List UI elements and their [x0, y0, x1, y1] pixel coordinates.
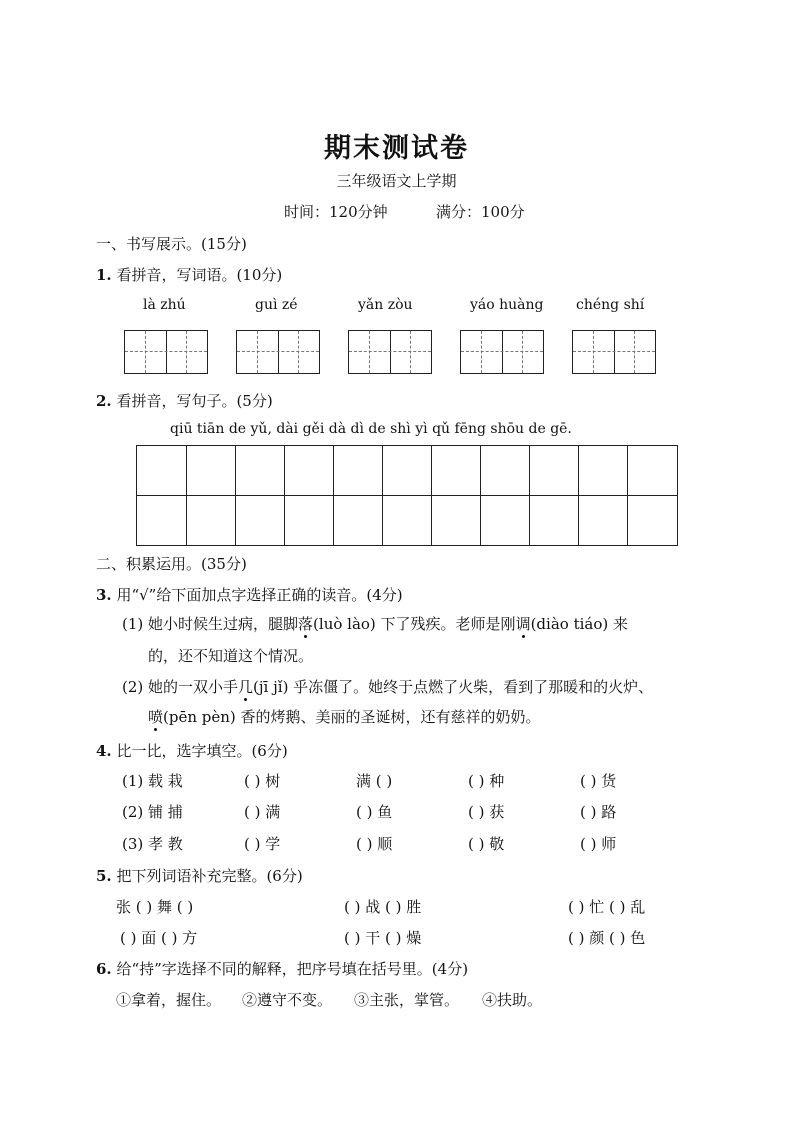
question-4-number: 4. [96, 742, 112, 760]
q4-row-2-label: (2) 铺 捕 [122, 803, 183, 821]
q3-dotted-char-1: 落 [298, 615, 314, 633]
q3-line-4 [148, 706, 541, 727]
q4-row-3-blank-3[interactable]: ( ) 敬 [468, 835, 505, 853]
q3-line-4-text[interactable]: (pēn pèn) 香的烤鹅、美丽的圣诞树，还有慈祥的奶奶。 [163, 708, 541, 726]
q6-option-3: ③主张，掌管。 [354, 991, 460, 1009]
sentence-grid[interactable] [136, 445, 678, 546]
q3-line-3-text-b[interactable]: (jī jǐ) 乎冻僵了。她终于点燃了火柴，看到了那暖和的火炉、 [253, 678, 654, 696]
word-grid-2[interactable] [236, 330, 320, 374]
q5-row-1-item-1[interactable]: 张 ( ) 舞 ( ) [116, 898, 194, 916]
q6-option-1: ①拿着，握住。 [116, 991, 222, 1009]
word-grid-1[interactable] [124, 330, 208, 374]
q5-row-1-item-2[interactable]: ( ) 战 ( ) 胜 [344, 898, 422, 916]
question-6-text: 给“持”字选择不同的解释，把序号填在括号里。(4分) [116, 960, 469, 978]
q4-row-3-label: (3) 孝 教 [122, 835, 183, 853]
q3-dotted-char-4: 喷 [148, 708, 164, 726]
pinyin-3: yǎn zòu [358, 297, 413, 313]
q4-row-2-blank-2[interactable]: ( ) 鱼 [356, 803, 393, 821]
q4-row-3-blank-1[interactable]: ( ) 学 [244, 835, 281, 853]
section-1-heading: 一、书写展示。(15分) [96, 235, 247, 253]
q4-row-1-blank-2[interactable]: 满 ( ) [356, 772, 393, 790]
question-3-number: 3. [96, 586, 112, 604]
q5-row-2-item-3[interactable]: ( ) 颜 ( ) 色 [568, 929, 646, 947]
question-2-text: 看拼音，写句子。(5分) [116, 392, 273, 410]
q5-row-1-item-3[interactable]: ( ) 忙 ( ) 乱 [568, 898, 646, 916]
q4-row-2-blank-3[interactable]: ( ) 获 [468, 803, 505, 821]
q4-row-1-blank-1[interactable]: ( ) 树 [244, 772, 281, 790]
q4-row-2-blank-4[interactable]: ( ) 路 [580, 803, 617, 821]
question-4 [96, 740, 288, 761]
q4-row-3-blank-2[interactable]: ( ) 顺 [356, 835, 393, 853]
q3-dotted-char-3: 几 [238, 678, 254, 696]
q3-line-1-text-a: (1) 她小时候生过病，腿脚 [122, 615, 299, 633]
section-2-heading: 二、积累运用。(35分) [96, 555, 247, 573]
q6-option-2: ②遵守不变。 [242, 991, 333, 1009]
question-6-number: 6. [96, 960, 112, 978]
q4-row-1-label: (1) 载 栽 [122, 772, 183, 790]
q4-row-2-blank-1[interactable]: ( ) 满 [244, 803, 281, 821]
q4-row-3-blank-4[interactable]: ( ) 师 [580, 835, 617, 853]
pinyin-5: chéng shí [576, 297, 645, 313]
q6-option-4: ④扶助。 [482, 991, 543, 1009]
q3-line-2: 的，还不知道这个情况。 [148, 647, 314, 665]
q3-line-3 [122, 676, 653, 697]
word-grid-3[interactable] [348, 330, 432, 374]
page-subtitle: 三年级语文上学期 [336, 172, 457, 190]
question-5 [96, 865, 303, 886]
page-title: 期末测试卷 [324, 133, 469, 164]
exam-time: 时间：120分钟 [284, 203, 388, 221]
question-5-number: 5. [96, 867, 112, 885]
q4-row-1-blank-4[interactable]: ( ) 货 [580, 772, 617, 790]
q3-line-3-text-a: (2) 她的一双小手 [122, 678, 239, 696]
question-3-text: 用“√”给下面加点字选择正确的读音。(4分) [116, 586, 403, 604]
q5-row-2-item-1[interactable]: ( ) 面 ( ) 方 [120, 929, 198, 947]
exam-score: 满分：100分 [436, 203, 525, 221]
question-4-text: 比一比，选字填空。(6分) [116, 742, 288, 760]
word-grid-5[interactable] [572, 330, 656, 374]
question-1-number: 1. [96, 266, 112, 284]
question-6 [96, 958, 468, 979]
question-2 [96, 390, 273, 411]
q3-line-1 [122, 613, 628, 634]
pinyin-4: yáo huàng [470, 297, 544, 313]
pinyin-1: là zhú [143, 297, 186, 313]
question-1-text: 看拼音，写词语。(10分) [116, 266, 283, 284]
q5-row-2-item-2[interactable]: ( ) 干 ( ) 燥 [344, 929, 422, 947]
question-5-text: 把下列词语补充完整。(6分) [116, 867, 303, 885]
q3-line-1-text-b[interactable]: (luò lào) 下了残疾。老师是刚 [313, 615, 516, 633]
question-1 [96, 264, 282, 285]
q4-row-1-blank-3[interactable]: ( ) 种 [468, 772, 505, 790]
pinyin-2: guì zé [255, 297, 298, 313]
q3-dotted-char-2: 调 [515, 615, 531, 633]
q3-line-1-text-c[interactable]: (diào tiáo) 来 [530, 615, 628, 633]
word-grid-4[interactable] [460, 330, 544, 374]
question-2-number: 2. [96, 392, 112, 410]
sentence-pinyin: qiū tiān de yǔ, dài gěi dà dì de shì yì qǔ fēng shōu de gē. [170, 421, 572, 437]
question-3 [96, 584, 403, 605]
